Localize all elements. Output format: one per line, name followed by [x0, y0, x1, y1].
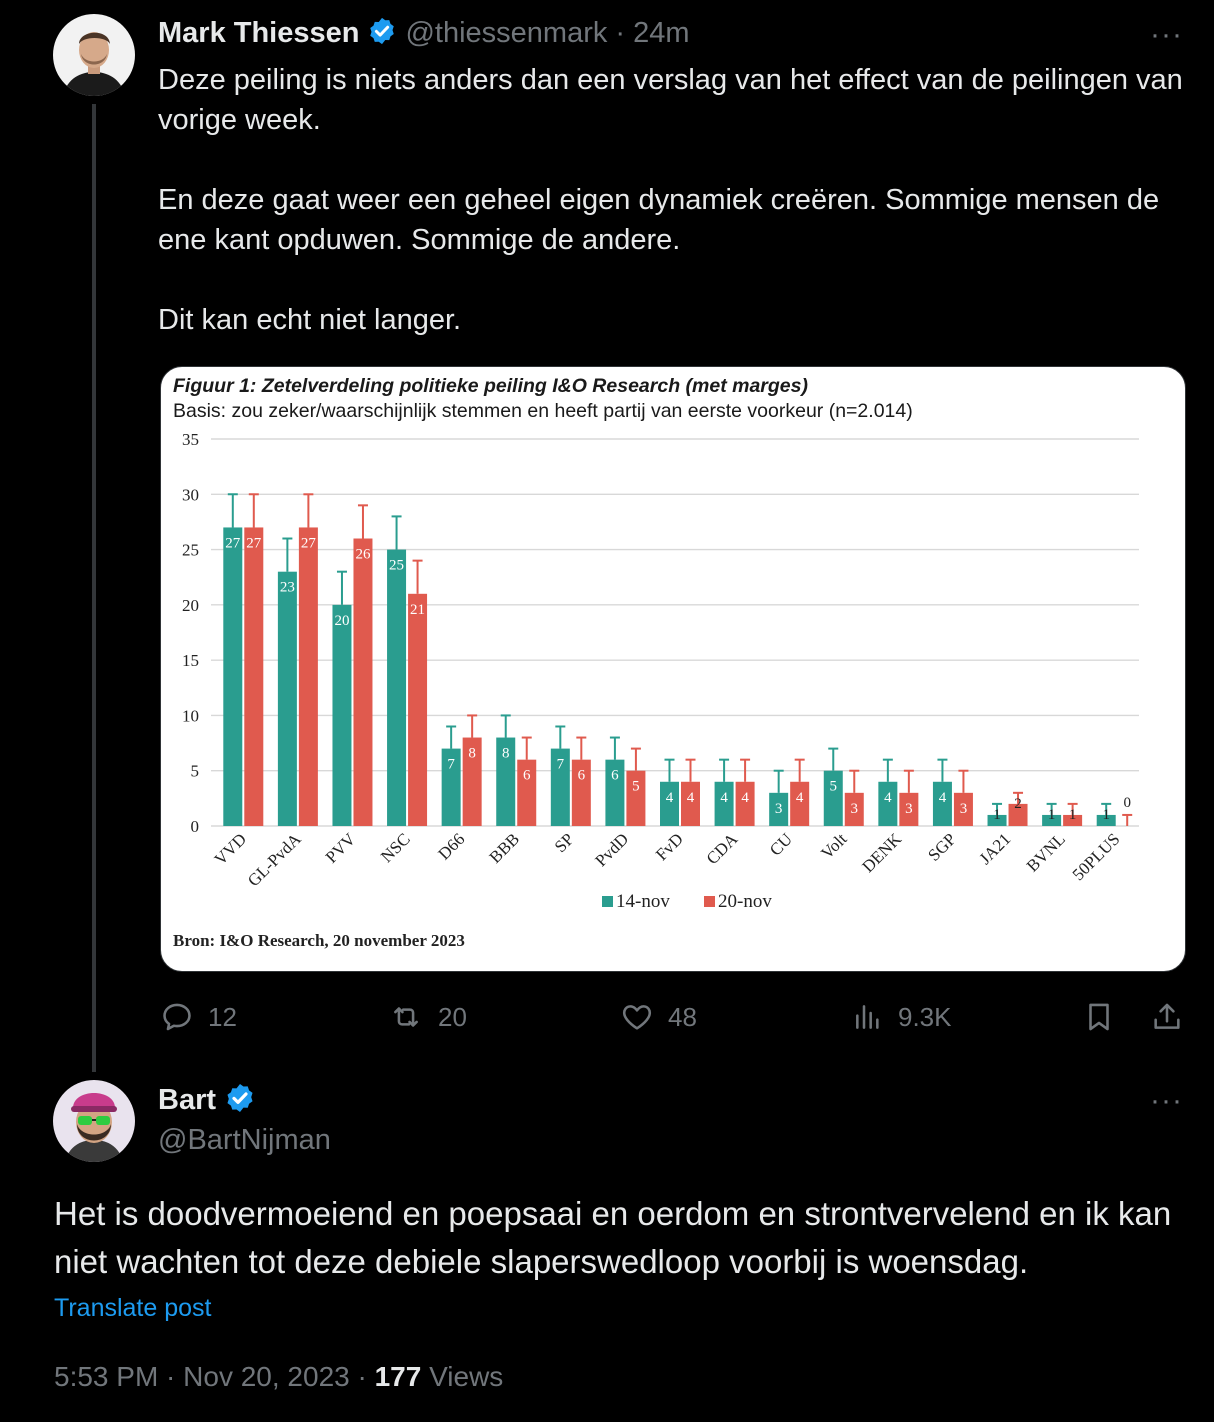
data-label: 3 — [850, 800, 859, 817]
legend-label: 14-nov — [616, 891, 670, 912]
category-label: FvD — [652, 829, 687, 865]
data-label: 25 — [389, 557, 405, 574]
category-label: Volt — [817, 829, 851, 863]
bar-14-nov-GL-PvdA — [278, 572, 297, 826]
like-button[interactable] — [620, 1000, 697, 1034]
author-handle-time[interactable]: @thiessenmark · 24m — [405, 17, 690, 49]
category-label: 50PLUS — [1068, 829, 1124, 885]
data-label: 3 — [905, 800, 913, 817]
data-label: 1 — [1047, 806, 1056, 823]
more-options-icon[interactable]: ··· — [1150, 1084, 1183, 1117]
bar-chart — [161, 367, 1185, 971]
data-label: 5 — [632, 778, 640, 795]
tweet2-header — [158, 1082, 256, 1119]
chart-image[interactable] — [160, 366, 1186, 972]
data-label: 6 — [577, 767, 586, 784]
category-label: JA21 — [975, 829, 1015, 869]
data-label: 4 — [720, 789, 728, 806]
heart-icon — [620, 1000, 654, 1034]
data-label: 27 — [225, 535, 241, 552]
category-label: PVV — [321, 829, 360, 867]
y-tick-label: 20 — [182, 595, 199, 615]
analytics-icon — [852, 1000, 884, 1034]
data-label: 3 — [774, 800, 783, 817]
category-label: GL-PvdA — [243, 829, 305, 891]
post-timestamp[interactable]: 5:53 PM · Nov 20, 2023 · — [54, 1361, 375, 1392]
reply-count: 12 — [208, 1001, 237, 1032]
data-label: 6 — [522, 767, 531, 784]
data-label: 1 — [1102, 806, 1110, 823]
share-icon — [1150, 999, 1184, 1035]
bookmark-icon — [1082, 999, 1116, 1035]
data-label: 8 — [501, 745, 510, 762]
data-label: 8 — [468, 745, 476, 762]
data-label: 6 — [611, 767, 619, 784]
views-count: 9.3K — [898, 1001, 952, 1032]
data-label: 7 — [447, 756, 455, 773]
y-tick-label: 30 — [182, 485, 199, 505]
data-label: 4 — [686, 789, 695, 806]
data-label: 5 — [829, 778, 838, 795]
reply-icon — [160, 1000, 194, 1034]
legend-label: 20-nov — [718, 891, 772, 912]
data-label: 4 — [795, 789, 804, 806]
data-label: 4 — [938, 789, 947, 806]
data-label: 0 — [1123, 794, 1131, 811]
y-tick-label: 10 — [182, 706, 199, 726]
chart-source: Bron: I&O Research, 20 november 2023 — [173, 931, 465, 950]
data-label: 27 — [246, 535, 262, 552]
chart-subtitle: Basis: zou zeker/waarschijnlijk stemmen en heeft partij van eerste voorkeur (n=2.014) — [173, 400, 913, 422]
category-label: BVNL — [1022, 829, 1069, 876]
like-count: 48 — [668, 1001, 697, 1032]
legend-swatch-14-nov — [602, 896, 613, 907]
bar-14-nov-VVD — [223, 527, 242, 826]
bar-20-nov-NSC — [408, 594, 427, 826]
views-button[interactable] — [852, 1000, 952, 1034]
legend-swatch-20-nov — [704, 896, 715, 907]
data-label: 1 — [993, 806, 1001, 823]
avatar-mark-thiessen[interactable] — [53, 14, 135, 96]
data-label: 3 — [959, 800, 968, 817]
bar-20-nov-GL-PvdA — [299, 527, 318, 826]
data-label: 26 — [355, 546, 371, 563]
views-count: 177 — [374, 1361, 422, 1392]
data-label: 2 — [1014, 795, 1022, 812]
bar-20-nov-PVV — [353, 539, 372, 826]
category-label: CU — [765, 829, 797, 860]
author-name[interactable]: Bart — [158, 1084, 217, 1116]
data-label: 20 — [334, 612, 350, 629]
data-label: 4 — [665, 789, 674, 806]
data-label: 1 — [1068, 806, 1077, 823]
category-label: VVD — [210, 829, 251, 869]
views-label: Views — [421, 1361, 504, 1392]
bar-20-nov-VVD — [244, 527, 263, 826]
repost-button[interactable] — [388, 1000, 467, 1034]
category-label: SGP — [924, 829, 960, 865]
reply-button[interactable] — [160, 1000, 237, 1034]
tweet2-text: Het is doodvermoeiend en poepsaai en oerdom en strontvervelend en ik kan niet wachten tot deze debiele slaperswedloop voorbij is woensdag. — [54, 1195, 1172, 1280]
bookmark-button[interactable] — [1082, 999, 1116, 1040]
verified-badge-icon — [367, 16, 397, 51]
y-tick-label: 5 — [190, 761, 199, 781]
author-name[interactable]: Mark Thiessen — [158, 17, 360, 49]
avatar-bart[interactable] — [53, 1080, 135, 1162]
category-label: NSC — [377, 829, 414, 867]
author-handle[interactable]: @BartNijman — [158, 1124, 331, 1156]
category-label: PvdD — [591, 829, 633, 871]
data-label: 4 — [884, 789, 892, 806]
data-label: 27 — [300, 535, 316, 552]
category-label: BBB — [485, 829, 524, 867]
y-tick-label: 35 — [182, 430, 199, 449]
tweet1-header — [158, 16, 690, 51]
post-metadata — [54, 1361, 503, 1393]
verified-badge-icon — [224, 1082, 256, 1119]
repost-count: 20 — [438, 1001, 467, 1032]
tweet1-text: Deze peiling is niets anders dan een verslag van het effect van de peilingen van vorige week. En deze gaat weer een geheel eigen dynamiek creëren. Sommige mensen de ene kant opduwen. Sommige de andere. Dit kan echt niet langer. — [158, 64, 1183, 336]
repost-icon — [388, 1000, 424, 1034]
y-tick-label: 0 — [190, 817, 199, 836]
bar-14-nov-NSC — [387, 550, 406, 826]
chart-title: Figuur 1: Zetelverdeling politieke peiling I&O Research (met marges) — [173, 375, 808, 397]
data-label: 21 — [410, 601, 426, 618]
category-label: SP — [550, 829, 578, 857]
category-label: DENK — [858, 829, 906, 877]
share-button[interactable] — [1150, 999, 1184, 1040]
data-label: 4 — [741, 789, 749, 806]
data-label: 7 — [556, 756, 565, 773]
y-tick-label: 15 — [182, 651, 199, 671]
more-options-icon[interactable]: ··· — [1150, 18, 1183, 51]
y-tick-label: 25 — [182, 540, 199, 560]
data-label: 23 — [279, 579, 295, 596]
thread-line — [92, 104, 96, 1072]
category-label: D66 — [434, 829, 469, 864]
category-label: CDA — [702, 829, 742, 869]
bar-14-nov-PVV — [332, 605, 351, 826]
translate-post-link[interactable]: Translate post — [54, 1294, 212, 1322]
